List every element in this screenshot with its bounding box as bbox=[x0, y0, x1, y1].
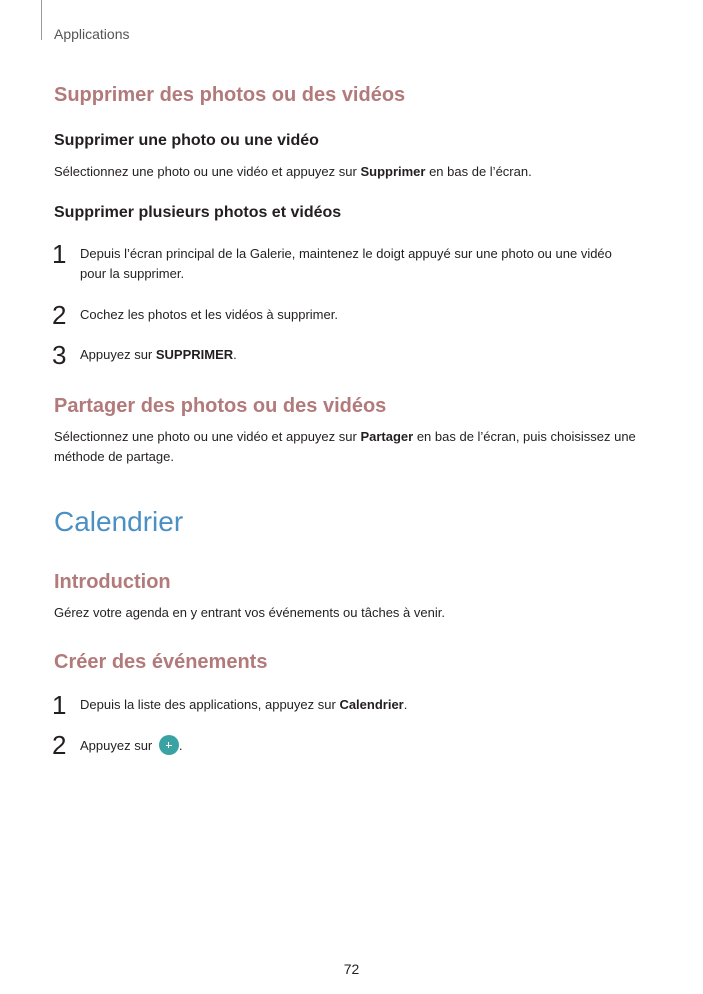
step-number: 2 bbox=[52, 300, 67, 330]
step-text: Depuis la liste des applications, appuyez sur Calendrier. bbox=[80, 697, 408, 712]
delete-section-title: Supprimer des photos ou des vidéos bbox=[54, 84, 406, 106]
intro-paragraph: Gérez votre agenda en y entrant vos événements ou tâches à venir. bbox=[54, 605, 445, 620]
step-text: Cochez les photos et les vidéos à supprimer. bbox=[80, 307, 338, 322]
delete-single-paragraph: Sélectionnez une photo ou une vidéo et appuyez sur Supprimer en bas de l’écran. bbox=[54, 164, 532, 179]
margin-rule bbox=[41, 0, 42, 40]
chapter-title: Calendrier bbox=[54, 506, 184, 537]
create-events-title: Créer des événements bbox=[54, 651, 268, 673]
share-section-title: Partager des photos ou des vidéos bbox=[54, 395, 387, 417]
bold-term: Partager bbox=[360, 429, 414, 444]
section-header: Applications bbox=[54, 26, 130, 42]
step-number: 1 bbox=[52, 239, 67, 269]
intro-title: Introduction bbox=[54, 571, 171, 593]
step-number: 2 bbox=[52, 730, 67, 760]
step-text: Depuis l’écran principal de la Galerie, maintenez le doigt appuyé sur une photo ou une vidéo pour la supprimer. bbox=[80, 246, 612, 281]
share-paragraph: Sélectionnez une photo ou une vidéo et appuyez sur Partager en bas de l’écran, puis choisissez une méthode de partage. bbox=[54, 429, 636, 464]
step-text: Appuyez sur SUPPRIMER. bbox=[80, 347, 237, 362]
page-number: 72 bbox=[343, 961, 360, 977]
step-number: 1 bbox=[52, 690, 67, 720]
delete-multiple-title: Supprimer plusieurs photos et vidéos bbox=[54, 204, 342, 221]
bold-term: SUPPRIMER bbox=[155, 347, 234, 362]
delete-single-title: Supprimer une photo ou une vidéo bbox=[54, 132, 319, 149]
bold-term: Calendrier bbox=[339, 697, 404, 712]
step-text: Appuyez sur . bbox=[80, 735, 640, 756]
add-event-icon bbox=[159, 735, 179, 755]
bold-term: Supprimer bbox=[360, 164, 426, 179]
step-number: 3 bbox=[52, 340, 67, 370]
